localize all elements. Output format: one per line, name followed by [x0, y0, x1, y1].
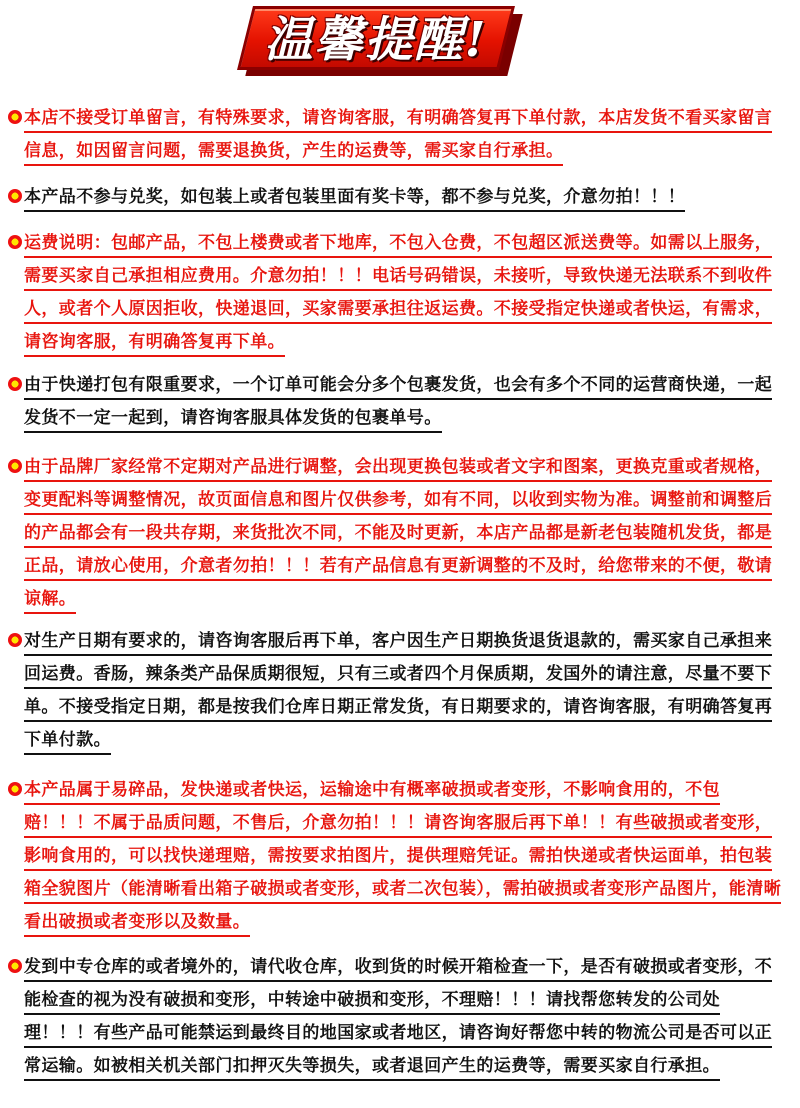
- notice-production-date: [8, 625, 788, 757]
- notice-text: [24, 369, 788, 435]
- notice-text: [24, 181, 788, 214]
- notice-shipping-fee: [8, 227, 788, 359]
- bullet-icon: [8, 377, 22, 391]
- notice-text: [24, 102, 788, 168]
- notice-packaging-change: [8, 451, 788, 616]
- notice-fragile: [8, 774, 788, 939]
- notice-text-content: 由于品牌厂家经常不定期对产品进行调整，会出现更换包装或者文字和图案，更换克重或者规格，变更配料等调整情况，故页面信息和图片仅供参考，如有不同，以收到实物为准。调整前和调整后的产品都会有一段共存期，来货批次不同，不能及时更新，本店产品都是新老包装随机发货，都是正品，请放心使用，介意者勿拍！！！若有产品信息有更新调整的不及时，给您带来的不便，敬请谅解。: [24, 457, 772, 614]
- notice-text: [24, 227, 788, 359]
- bullet-icon: [8, 459, 22, 473]
- notice-text-content: 对生产日期有要求的，请咨询客服后再下单，客户因生产日期换货退货退款的，需买家自己承担来回运费。香肠，辣条类产品保质期很短，只有三或者四个月保质期，发国外的请注意，尽量不要下单。不接受指定日期，都是按我们仓库日期正常发货，有日期要求的，请咨询客服，有明确答复再下单付款。: [24, 631, 772, 755]
- bullet-icon: [8, 782, 22, 796]
- notice-package-split: [8, 369, 788, 435]
- notice-text-content: 由于快递打包有限重要求，一个订单可能会分多个包裹发货，也会有多个不同的运营商快递，一起发货不一定一起到，请咨询客服具体发货的包裹单号。: [24, 375, 772, 433]
- warm-reminder-banner: [245, 6, 515, 78]
- bullet-icon: [8, 189, 22, 203]
- notice-text-content: 运费说明：包邮产品，不包上楼费或者下地库，不包入仓费，不包超区派送费等。如需以上服务，需要买家自己承担相应费用。介意勿拍！！！电话号码错误，未接听，导致快递无法联系不到收件人，或者个人原因拒收，快递退回，买家需要承担往返运费。不接受指定快递或者快运，有需求，请咨询客服，有明确答复再下单。: [24, 233, 772, 357]
- bullet-icon: [8, 959, 22, 973]
- notice-text: [24, 451, 788, 616]
- notice-text-content: 本店不接受订单留言，有特殊要求，请咨询客服，有明确答复再下单付款，本店发货不看买家留言信息，如因留言问题，需要退换货，产生的运费等，需买家自行承担。: [24, 108, 772, 166]
- notice-text-content: 本产品不参与兑奖，如包装上或者包装里面有奖卡等，都不参与兑奖，介意勿拍！！！: [24, 187, 685, 212]
- bullet-icon: [8, 633, 22, 647]
- notice-transfer-warehouse: [8, 951, 788, 1083]
- notice-text: [24, 625, 788, 757]
- notice-text-content: 发到中专仓库的或者境外的，请代收仓库，收到货的时候开箱检查一下，是否有破损或者变形，不能检查的视为没有破损和变形，中转途中破损和变形，不理赔！！！请找帮您转发的公司处理！！！有些产品可能禁运到最终目的地国家或者地区，请咨询好帮您中转的物流公司是否可以正常运输。如被相关机关部门扣押灭失等损失，或者退回产生的运费等，需要买家自行承担。: [24, 957, 772, 1081]
- notice-text: [24, 951, 788, 1083]
- banner-title: 温馨提醒!: [264, 12, 488, 68]
- notice-no-prize: [8, 181, 788, 214]
- notice-text: [24, 774, 788, 939]
- notice-order-message: [8, 102, 788, 168]
- bullet-icon: [8, 235, 22, 249]
- bullet-icon: [8, 110, 22, 124]
- notice-text-content: 本产品属于易碎品，发快递或者快运，运输途中有概率破损或者变形，不影响食用的，不包赔！！！不属于品质问题，不售后，介意勿拍！！！请咨询客服后再下单！！有些破损或者变形，影响食用的，可以找快递理赔，需按要求拍图片，提供理赔凭证。需拍快递或者快运面单，拍包装箱全貌图片（能清晰看出箱子破损或者变形，或者二次包装），需拍破损或者变形产品图片，能清晰看出破损或者变形以及数量。: [24, 780, 781, 937]
